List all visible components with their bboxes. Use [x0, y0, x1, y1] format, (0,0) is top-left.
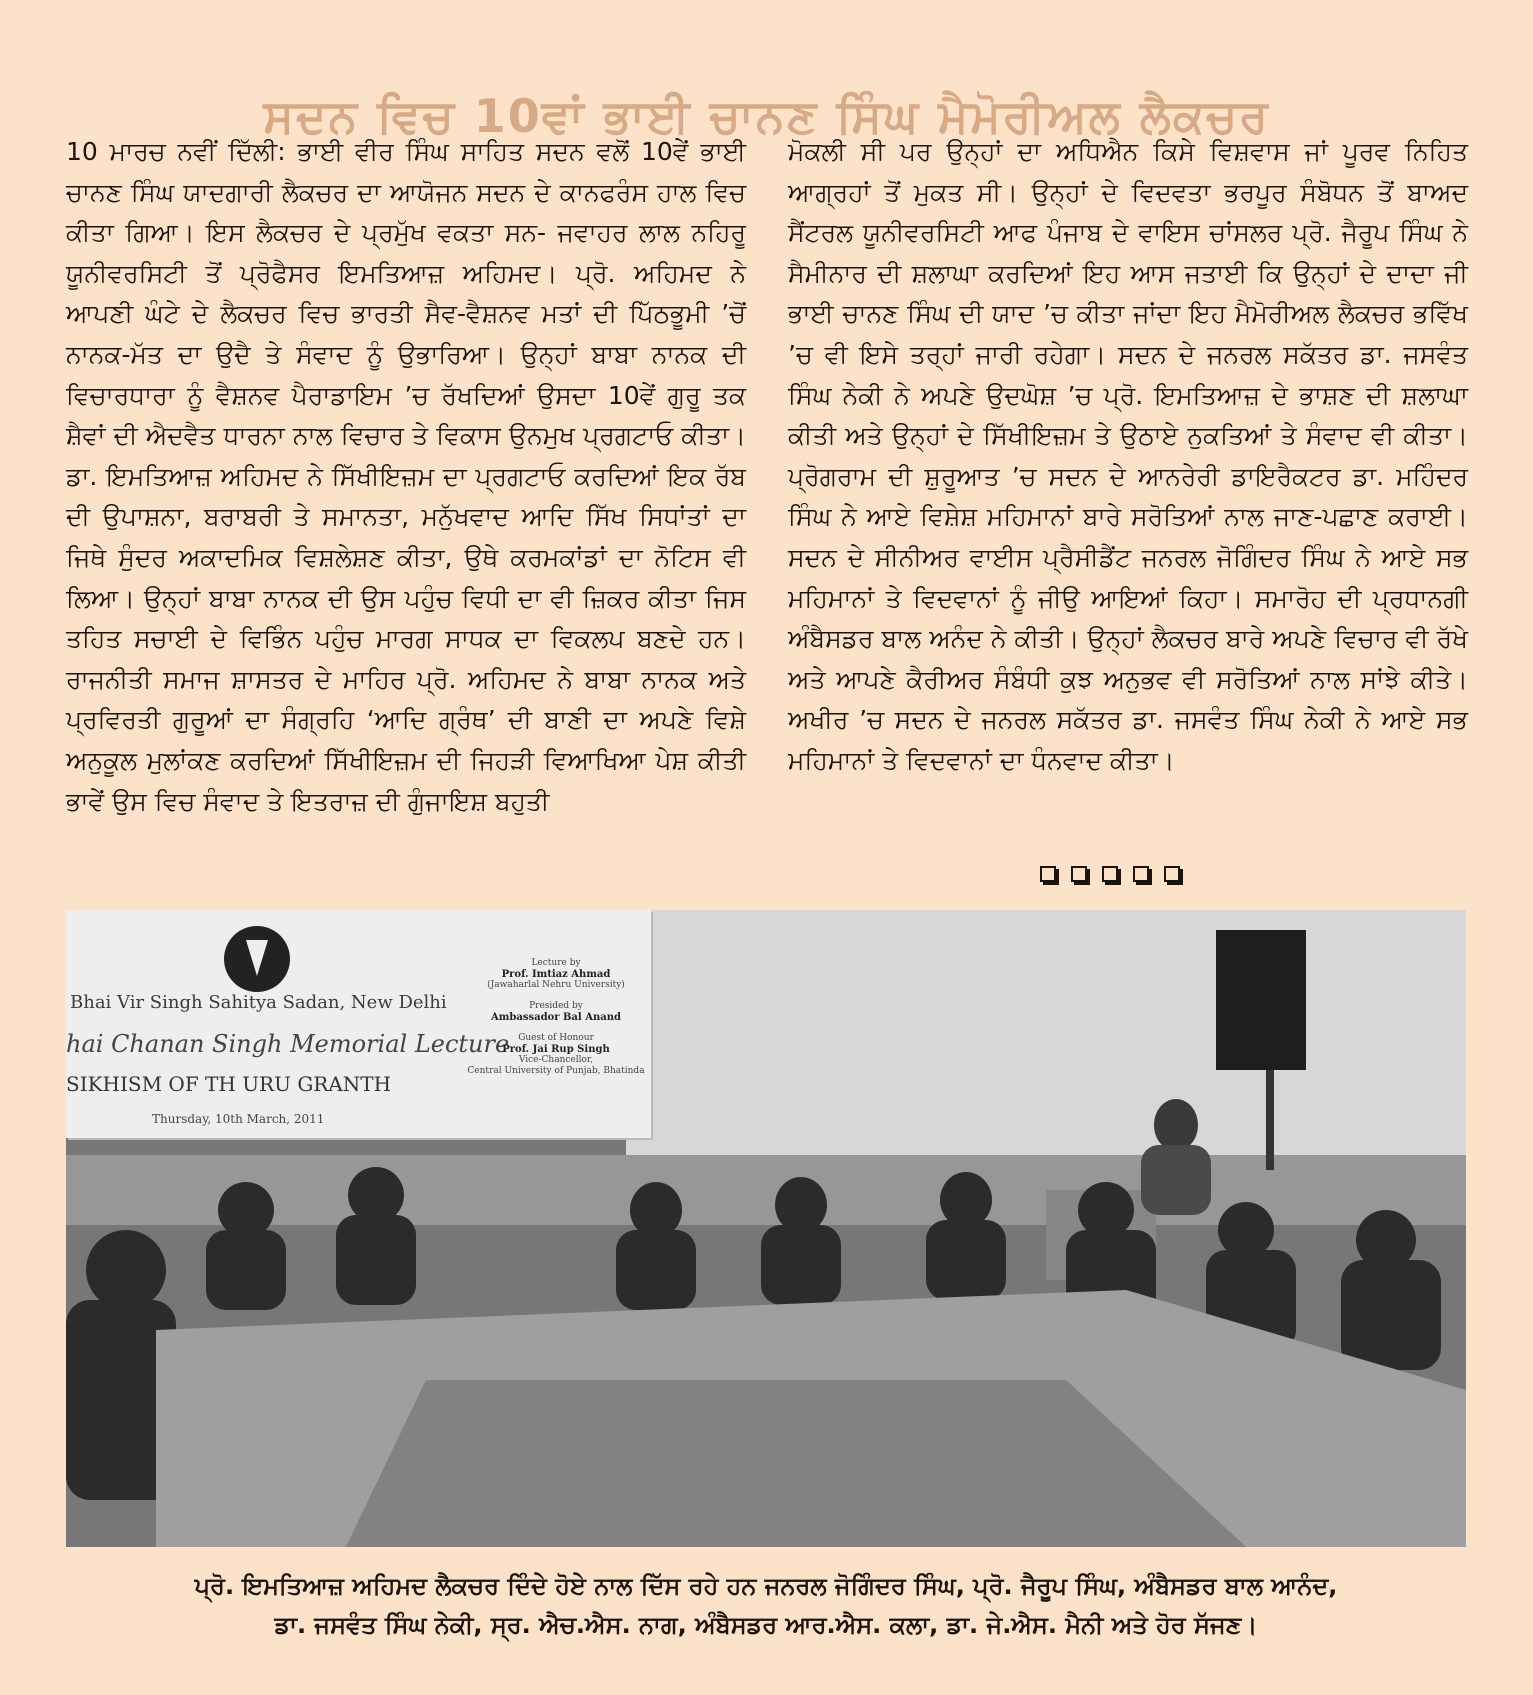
banner-credits	[466, 958, 646, 1077]
banner-lecture: hai Chanan Singh Memorial Lecture	[66, 1030, 510, 1058]
article-text-left: 10 ਮਾਰਚ ਨਵੀਂ ਦਿੱਲੀ: ਭਾਈ ਵੀਰ ਸਿੰਘ ਸਾਹਿਤ ਸਦਨ ਵਲੋਂ 10ਵੇਂ ਭਾਈ ਚਾਨਣ ਸਿੰਘ ਯਾਦਗਾਰੀ ਲੈਕਚਰ ਦਾ ਆਯੋਜਨ ਸਦਨ ਦੇ ਕਾਨਫਰੰਸ ਹਾਲ ਵਿਚ ਕੀਤਾ ਗਿਆ। ਇਸ ਲੈਕਚਰ ਦੇ ਪ੍ਰਮੁੱਖ ਵਕਤਾ ਸਨ- ਜਵਾਹਰ ਲਾਲ ਨਹਿਰੂ ਯੂਨੀਵਰਸਿਟੀ ਤੋਂ ਪ੍ਰੋਫੈਸਰ ਇਮਤਿਆਜ਼ ਅਹਿਮਦ। ਪ੍ਰੋ. ਅਹਿਮਦ ਨੇ ਆਪਣੀ ਘੰਟੇ ਦੇ ਲੈਕਚਰ ਵਿਚ ਭਾਰਤੀ ਸੈਵ-ਵੈਸ਼ਨਵ ਮਤਾਂ ਦੀ ਪਿੱਠਭੂਮੀ ’ਚੋਂ ਨਾਨਕ-ਮੱਤ ਦਾ ਉਦੈ ਤੇ ਸੰਵਾਦ ਨੂੰ ਉਭਾਰਿਆ। ਉਨ੍ਹਾਂ ਬਾਬਾ ਨਾਨਕ ਦੀ ਵਿਚਾਰਧਾਰਾ ਨੂੰ ਵੈਸ਼ਨਵ ਪੈਰਾਡਾਇਮ ’ਚ ਰੱਖਦਿਆਂ ਉਸਦਾ 10ਵੇਂ ਗੁਰੂ ਤਕ ਸ਼ੈਵਾਂ ਦੀ ਐਦਵੈਤ ਧਾਰਨਾ ਨਾਲ ਵਿਚਾਰ ਤੇ ਵਿਕਾਸ ਉਨਮੁਖ ਪ੍ਰਗਟਾਓ ਕੀਤਾ। ਡਾ. ਇਮਤਿਆਜ਼ ਅਹਿਮਦ ਨੇ ਸਿੱਖੀਇਜ਼ਮ ਦਾ ਪ੍ਰਗਟਾਓ ਕਰਦਿਆਂ ਇਕ ਰੱਬ ਦੀ ਉਪਾਸ਼ਨਾ, ਬਰਾਬਰੀ ਤੇ ਸਮਾਨਤਾ, ਮਨੁੱਖਵਾਦ ਆਦਿ ਸਿੱਖ ਸਿਧਾਂਤਾਂ ਦਾ ਜਿਥੇ ਸੁੰਦਰ ਅਕਾਦਮਿਕ ਵਿਸ਼ਲੇਸ਼ਣ ਕੀਤਾ, ਉਥੇ ਕਰਮਕਾਂਡਾਂ ਦਾ ਨੋਟਿਸ ਵੀ ਲਿਆ। ਉਨ੍ਹਾਂ ਬਾਬਾ ਨਾਨਕ ਦੀ ਉਸ ਪਹੁੰਚ ਵਿਧੀ ਦਾ ਵੀ ਜ਼ਿਕਰ ਕੀਤਾ ਜਿਸ ਤਹਿਤ ਸਚਾਈ ਦੇ ਵਿਭਿੰਨ ਪਹੁੰਚ ਮਾਰਗ ਸਾਧਕ ਦਾ ਵਿਕਲਪ ਬਣਦੇ ਹਨ। ਰਾਜਨੀਤੀ ਸਮਾਜ ਸ਼ਾਸਤਰ ਦੇ ਮਾਹਿਰ ਪ੍ਰੋ. ਅਹਿਮਦ ਨੇ ਬਾਬਾ ਨਾਨਕ ਅਤੇ ਪ੍ਰਵਿਰਤੀ ਗੁਰੂਆਂ ਦਾ ਸੰਗ੍ਰਹਿ ‘ਆਦਿ ਗ੍ਰੰਥ’ ਦੀ ਬਾਣੀ ਦਾ ਅਪਣੇ ਵਿਸ਼ੇ ਅਨੁਕੂਲ ਮੁਲਾਂਕਣ ਕਰਦਿਆਂ ਸਿੱਖੀਇਜ਼ਮ ਦੀ ਜਿਹੜੀ ਵਿਆਖਿਆ ਪੇਸ਼ ਕੀਤੀ ਭਾਵੇਂ ਉਸ ਵਿਚ ਸੰਵਾਦ ਤੇ ਇਤਰਾਜ਼ ਦੀ ਗੁੰਜਾਇਸ਼ ਬਹੁਤੀ	[66, 137, 746, 816]
article-text-right: ਮੋਕਲੀ ਸੀ ਪਰ ਉਨ੍ਹਾਂ ਦਾ ਅਧਿਐਨ ਕਿਸੇ ਵਿਸ਼ਵਾਸ ਜਾਂ ਪੂਰਵ ਨਿਹਿਤ ਆਗ੍ਰਹਾਂ ਤੋਂ ਮੁਕਤ ਸੀ। ਉਨ੍ਹਾਂ ਦੇ ਵਿਦਵਤਾ ਭਰਪੂਰ ਸੰਬੋਧਨ ਤੋਂ ਬਾਅਦ ਸੈਂਟਰਲ ਯੂਨੀਵਰਸਿਟੀ ਆਫ ਪੰਜਾਬ ਦੇ ਵਾਇਸ ਚਾਂਸਲਰ ਪ੍ਰੋ. ਜੈਰੂਪ ਸਿੰਘ ਨੇ ਸੈਮੀਨਾਰ ਦੀ ਸ਼ਲਾਘਾ ਕਰਦਿਆਂ ਇਹ ਆਸ ਜਤਾਈ ਕਿ ਉਨ੍ਹਾਂ ਦੇ ਦਾਦਾ ਜੀ ਭਾਈ ਚਾਨਣ ਸਿੰਘ ਦੀ ਯਾਦ ’ਚ ਕੀਤਾ ਜਾਂਦਾ ਇਹ ਮੈਮੋਰੀਅਲ ਲੈਕਚਰ ਭਵਿੱਖ ’ਚ ਵੀ ਇਸੇ ਤਰ੍ਹਾਂ ਜਾਰੀ ਰਹੇਗਾ। ਸਦਨ ਦੇ ਜਨਰਲ ਸਕੱਤਰ ਡਾ. ਜਸਵੰਤ ਸਿੰਘ ਨੇਕੀ ਨੇ ਅਪਣੇ ਉਦਘੋਸ਼ ’ਚ ਪ੍ਰੋ. ਇਮਤਿਆਜ਼ ਦੇ ਭਾਸ਼ਣ ਦੀ ਸ਼ਲਾਘਾ ਕੀਤੀ ਅਤੇ ਉਨ੍ਹਾਂ ਦੇ ਸਿੱਖੀਇਜ਼ਮ ਤੇ ਉਠਾਏ ਨੁਕਤਿਆਂ ਤੇ ਸੰਵਾਦ ਵੀ ਕੀਤਾ। ਪ੍ਰੋਗਰਾਮ ਦੀ ਸ਼ੁਰੂਆਤ ’ਚ ਸਦਨ ਦੇ ਆਨਰੇਰੀ ਡਾਇਰੈਕਟਰ ਡਾ. ਮਹਿੰਦਰ ਸਿੰਘ ਨੇ ਆਏ ਵਿਸ਼ੇਸ਼ ਮਹਿਮਾਨਾਂ ਬਾਰੇ ਸਰੋਤਿਆਂ ਨਾਲ ਜਾਣ-ਪਛਾਣ ਕਰਾਈ। ਸਦਨ ਦੇ ਸੀਨੀਅਰ ਵਾਈਸ ਪ੍ਰੈਸੀਡੈਂਟ ਜਨਰਲ ਜੋਗਿੰਦਰ ਸਿੰਘ ਨੇ ਆਏ ਸਭ ਮਹਿਮਾਨਾਂ ਤੇ ਵਿਦਵਾਨਾਂ ਨੂੰ ਜੀਉ ਆਇਆਂ ਕਿਹਾ। ਸਮਾਰੋਹ ਦੀ ਪ੍ਰਧਾਨਗੀ ਅੰਬੈਸਡਰ ਬਾਲ ਅਨੰਦ ਨੇ ਕੀਤੀ। ਉਨ੍ਹਾਂ ਲੈਕਚਰ ਬਾਰੇ ਅਪਣੇ ਵਿਚਾਰ ਵੀ ਰੱਖੇ ਅਤੇ ਆਪਣੇ ਕੈਰੀਅਰ ਸੰਬੰਧੀ ਕੁਝ ਅਨੁਭਵ ਵੀ ਸਰੋਤਿਆਂ ਨਾਲ ਸਾਂਝੇ ਕੀਤੇ। ਅਖੀਰ ’ਚ ਸਦਨ ਦੇ ਜਨਰਲ ਸਕੱਤਰ ਡਾ. ਜਸਵੰਤ ਸਿੰਘ ਨੇਕੀ ਨੇ ਆਏ ਸਭ ਮਹਿਮਾਨਾਂ ਤੇ ਵਿਦਵਾਨਾਂ ਦਾ ਧੰਨਵਾਦ ਕੀਤਾ।	[788, 137, 1468, 775]
end-of-article-marks	[1040, 866, 1180, 882]
sadan-logo-icon	[224, 926, 290, 992]
banner-date: Thursday, 10th March, 2011	[152, 1112, 325, 1126]
credit-lecturer: Prof. Imtiaz Ahmad	[501, 969, 611, 980]
article-column-right	[788, 132, 1468, 782]
box-mark-icon	[1102, 866, 1118, 882]
box-mark-icon	[1040, 866, 1056, 882]
credit-guest-label: Guest of Honour	[518, 1033, 594, 1043]
credit-guest-title: Vice-Chancellor,	[518, 1055, 594, 1065]
credit-lecture-by: Lecture by	[531, 958, 581, 968]
photo-caption	[66, 1567, 1466, 1645]
speaker-box	[1216, 930, 1306, 1070]
credit-lecturer-org: (Jawaharlal Nehru University)	[487, 980, 625, 990]
box-mark-icon	[1133, 866, 1149, 882]
credit-presider: Ambassador Bal Anand	[491, 1012, 621, 1023]
caption-line-1: ਪ੍ਰੋ. ਇਮਤਿਆਜ਼ ਅਹਿਮਦ ਲੈਕਚਰ ਦਿੰਦੇ ਹੋਏ ਨਾਲ ਦਿੱਸ ਰਹੇ ਹਨ ਜਨਰਲ ਜੋਗਿੰਦਰ ਸਿੰਘ, ਪ੍ਰੋ. ਜੈਰੂਪ ਸਿੰਘ, ਅੰਬੈਸਡਰ ਬਾਲ ਆਨੰਦ,	[194, 1572, 1338, 1600]
speaker-person	[1154, 1099, 1198, 1151]
banner-topic: SIKHISM OF TH URU GRANTH	[66, 1072, 392, 1096]
event-banner	[66, 910, 651, 1138]
event-photo	[66, 910, 1466, 1547]
banner-org: Bhai Vir Singh Sahitya Sadan, New Delhi	[70, 992, 447, 1013]
article-column-left	[66, 132, 746, 822]
credit-guest: Prof. Jai Rup Singh	[502, 1044, 610, 1055]
box-mark-icon	[1071, 866, 1087, 882]
caption-line-2: ਡਾ. ਜਸਵੰਤ ਸਿੰਘ ਨੇਕੀ, ਸ੍ਰ. ਐਚ.ਐਸ. ਨਾਗ, ਅੰਬੈਸਡਰ ਆਰ.ਐਸ. ਕਲਾ, ਡਾ. ਜੇ.ਐਸ. ਮੈਨੀ ਅਤੇ ਹੋਰ ਸੱਜਣ।	[274, 1611, 1258, 1639]
box-mark-icon	[1164, 866, 1180, 882]
article-title: ਸਦਨ ਵਿਚ 10ਵਾਂ ਭਾਈ ਚਾਨਣ ਸਿੰਘ ਮੈਮੋਰੀਅਲ ਲੈਕਚਰ	[263, 88, 1270, 143]
credit-presided-by: Presided by	[529, 1001, 583, 1011]
credit-guest-org: Central University of Punjab, Bhatinda	[467, 1066, 645, 1076]
